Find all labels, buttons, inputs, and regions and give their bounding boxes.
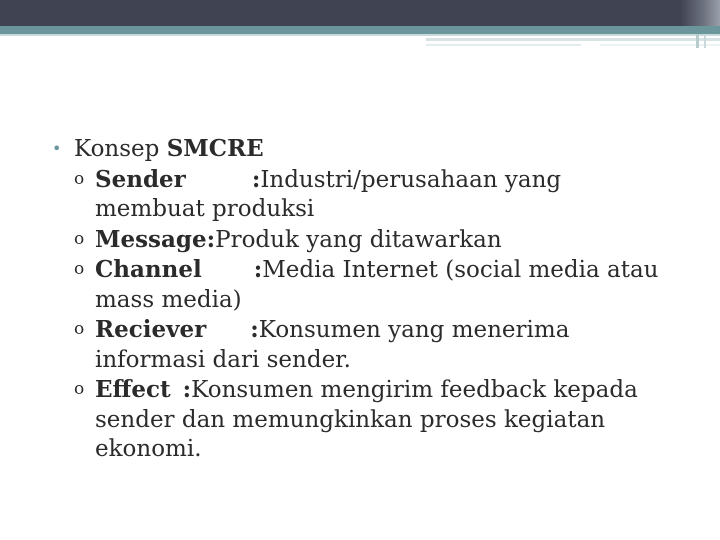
item-desc: Konsumen mengirim feedback kepada <box>191 377 638 403</box>
item-desc: Industri/perusahaan yang <box>260 166 562 193</box>
item-term: Reciever <box>95 316 207 343</box>
item-term: Channel <box>95 256 202 283</box>
list-item-reciever <box>52 315 692 375</box>
sub-marker: o <box>74 228 85 249</box>
item-term: Message: <box>95 225 216 253</box>
heading-prefix: Konsep <box>74 136 167 162</box>
sub-marker: o <box>74 168 85 189</box>
sub-list <box>52 165 692 465</box>
bullet-marker: • <box>52 139 62 158</box>
accent-band <box>0 26 720 34</box>
main-bullet-item <box>52 134 692 165</box>
top-banner <box>0 0 720 26</box>
slide-body <box>52 134 692 465</box>
item-desc: Produk yang ditawarkan <box>215 226 502 253</box>
item-sep: : <box>182 376 192 403</box>
sub-marker: o <box>74 379 85 399</box>
list-item-effect <box>52 375 692 465</box>
item-desc-cont: sender dan memungkinkan proses kegiatan <box>95 406 606 433</box>
item-desc: Media Internet (social media atau <box>262 257 659 283</box>
item-desc-cont: membuat produksi <box>95 196 315 222</box>
decorative-lines <box>0 34 720 54</box>
banner-highlight <box>680 0 720 26</box>
list-item-channel <box>52 255 692 315</box>
item-sep: : <box>251 165 261 193</box>
item-desc-cont: mass media) <box>95 286 242 313</box>
item-desc: Konsumen yang menerima <box>258 317 570 343</box>
item-sep: : <box>253 256 263 283</box>
item-term: Effect <box>95 376 171 403</box>
item-sep: : <box>250 316 259 343</box>
heading-bold: SMCRE <box>166 135 264 162</box>
item-desc-cont: ekonomi. <box>95 436 202 462</box>
sub-marker: o <box>74 259 85 279</box>
sub-marker: o <box>74 319 85 339</box>
item-desc-cont: informasi dari sender. <box>95 346 351 373</box>
list-item-sender <box>52 165 692 225</box>
item-term: Sender <box>95 165 186 193</box>
list-item-message <box>52 225 692 256</box>
